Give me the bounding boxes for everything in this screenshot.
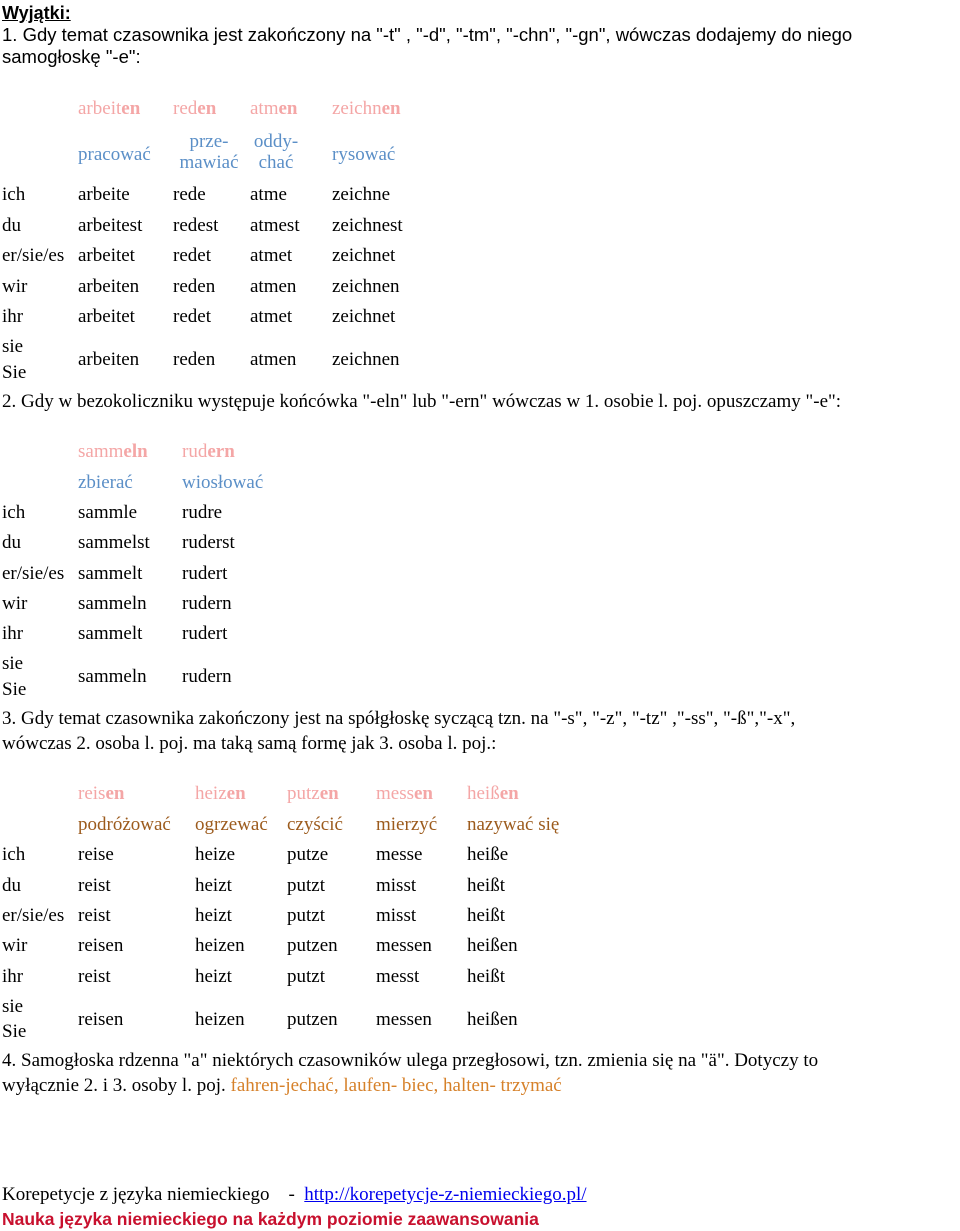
table2-verb: rudern xyxy=(182,441,235,462)
conjugated-form: putzt xyxy=(287,966,325,987)
conjugated-form: sammle xyxy=(78,502,138,523)
translation: nazywać się xyxy=(467,814,560,835)
conjugated-form: zeichnest xyxy=(332,215,403,236)
translation: pracować xyxy=(78,144,151,165)
pronoun: wir xyxy=(2,593,28,614)
conjugated-form: heizt xyxy=(195,875,232,896)
table3-verb: reisen xyxy=(78,783,125,804)
pronoun: ihr xyxy=(2,966,24,987)
translation: mierzyć xyxy=(376,814,438,835)
conjugated-form: heize xyxy=(195,844,236,865)
table2-verb: sammeln xyxy=(78,441,148,462)
conjugated-form: putzen xyxy=(287,1009,338,1030)
conjugated-form: heizen xyxy=(195,1009,245,1030)
pronoun: er/sie/es xyxy=(2,905,65,926)
conjugated-form: rudern xyxy=(182,593,232,614)
conjugated-form: zeichnen xyxy=(332,276,400,297)
conjugated-form: arbeite xyxy=(78,184,130,205)
conjugated-form: heizt xyxy=(195,905,232,926)
pronoun: sie xyxy=(2,653,24,674)
conjugated-form: heißt xyxy=(467,875,505,896)
pronoun: ich xyxy=(2,184,26,205)
table3-verb: putzen xyxy=(287,783,339,804)
rule2: 2. Gdy w bezokoliczniku występuje końcówka "-eln" lub "-ern" wówczas w 1. osobie l. poj. opuszczamy "-e": xyxy=(2,391,842,412)
conjugated-form: heißt xyxy=(467,966,505,987)
conjugated-form: reist xyxy=(78,966,111,987)
conjugated-form: rudert xyxy=(182,623,228,644)
conjugated-form: messe xyxy=(376,844,423,865)
conjugated-form: atmet xyxy=(250,245,293,266)
rule4-examples: fahren-jechać, laufen- biec, halten- trzymać xyxy=(230,1075,562,1096)
conjugated-form: reden xyxy=(173,349,216,370)
conjugated-form: putzt xyxy=(287,905,325,926)
conjugated-form: arbeitet xyxy=(78,245,135,266)
conjugated-form: heißen xyxy=(467,935,518,956)
footer-line: Korepetycje z języka niemieckiego - http://korepetycje-z-niemieckiego.pl/ xyxy=(2,1184,587,1205)
conjugated-form: sammelt xyxy=(78,563,143,584)
conjugated-form: zeichne xyxy=(332,184,391,205)
pronoun: er/sie/es xyxy=(2,245,65,266)
conjugated-form: redest xyxy=(173,215,219,236)
conjugated-form: rede xyxy=(173,184,206,205)
conjugated-form: messen xyxy=(376,935,432,956)
pronoun: er/sie/es xyxy=(2,563,65,584)
pronoun: du xyxy=(2,875,21,896)
footer-tagline: Nauka języka niemieckiego na każdym poziomie zaawansowania xyxy=(2,1209,539,1229)
conjugated-form: redet xyxy=(173,306,211,327)
translation: ogrzewać xyxy=(195,814,268,835)
pronoun: ich xyxy=(2,502,26,523)
translation: zbierać xyxy=(78,472,133,493)
conjugated-form: misst xyxy=(376,875,417,896)
rule4-line1: 4. Samogłoska rdzenna "a" niektórych czasowników ulega przegłosowi, tzn. zmienia się na "ä". Dotyczy to xyxy=(2,1050,819,1071)
conjugated-form: reist xyxy=(78,905,111,926)
conjugated-form: messt xyxy=(376,966,420,987)
pronoun: ich xyxy=(2,844,26,865)
pronoun: du xyxy=(2,215,21,236)
pronoun: Sie xyxy=(2,362,27,383)
translation: podróżować xyxy=(78,814,171,835)
pronoun: sie xyxy=(2,336,24,357)
heading: Wyjątki: xyxy=(2,3,71,23)
rule3-line1: 3. Gdy temat czasownika zakończony jest na spółgłoskę syczącą tzn. na "-s", "-z", "-tz" ,"-ss", "-ß","-x", xyxy=(2,708,796,729)
pronoun: wir xyxy=(2,935,28,956)
table1-verb: reden xyxy=(173,98,217,119)
conjugated-form: reden xyxy=(173,276,216,297)
translation: wiosłować xyxy=(182,472,264,493)
pronoun: du xyxy=(2,532,21,553)
conjugated-form: rudre xyxy=(182,502,223,523)
table1-verb: zeichnen xyxy=(332,98,401,119)
conjugated-form: heizen xyxy=(195,935,245,956)
conjugated-form: zeichnet xyxy=(332,245,396,266)
translation: prze- mawiać xyxy=(179,131,239,173)
table1-verb: arbeiten xyxy=(78,98,141,119)
pronoun: wir xyxy=(2,276,28,297)
conjugated-form: reisen xyxy=(78,935,124,956)
conjugated-form: sammelt xyxy=(78,623,143,644)
conjugated-form: arbeiten xyxy=(78,349,140,370)
conjugated-form: redet xyxy=(173,245,211,266)
translation: czyścić xyxy=(287,814,343,835)
conjugated-form: heizt xyxy=(195,966,232,987)
conjugated-form: arbeitet xyxy=(78,306,135,327)
conjugated-form: atmen xyxy=(250,349,297,370)
conjugated-form: arbeiten xyxy=(78,276,140,297)
conjugated-form: atmen xyxy=(250,276,297,297)
conjugated-form: atme xyxy=(250,184,287,205)
conjugated-form: heißt xyxy=(467,905,505,926)
table3-verb: messen xyxy=(376,783,433,804)
conjugated-form: reist xyxy=(78,875,111,896)
translation: rysować xyxy=(332,144,396,165)
rule3-line2: wówczas 2. osoba l. poj. ma taką samą formę jak 3. osoba l. poj.: xyxy=(2,733,497,754)
footer-label: Korepetycje z języka niemieckiego xyxy=(2,1184,270,1205)
conjugated-form: rudern xyxy=(182,666,232,687)
conjugated-form: misst xyxy=(376,905,417,926)
pronoun: ihr xyxy=(2,306,24,327)
conjugated-form: arbeitest xyxy=(78,215,143,236)
conjugated-form: putze xyxy=(287,844,329,865)
conjugated-form: putzt xyxy=(287,875,325,896)
conjugated-form: ruderst xyxy=(182,532,235,553)
footer-link[interactable]: http://korepetycje-z-niemieckiego.pl/ xyxy=(304,1184,587,1205)
conjugated-form: sammelst xyxy=(78,532,150,553)
table1-verb: atmen xyxy=(250,98,298,119)
conjugated-form: reise xyxy=(78,844,114,865)
conjugated-form: heiße xyxy=(467,844,509,865)
conjugated-form: sammeln xyxy=(78,666,147,687)
pronoun: ihr xyxy=(2,623,24,644)
rule1-line2: samogłoskę "-e": xyxy=(2,46,141,67)
conjugated-form: putzen xyxy=(287,935,338,956)
conjugated-form: atmet xyxy=(250,306,293,327)
conjugated-form: atmest xyxy=(250,215,300,236)
pronoun: sie xyxy=(2,996,24,1017)
table3-verb: heizen xyxy=(195,783,246,804)
rule4-line2: wyłącznie 2. i 3. osoby l. poj. fahren-jechać, laufen- biec, halten- trzymać xyxy=(2,1075,562,1096)
pronoun: Sie xyxy=(2,1021,27,1042)
pronoun: Sie xyxy=(2,679,27,700)
conjugated-form: reisen xyxy=(78,1009,124,1030)
conjugated-form: zeichnet xyxy=(332,306,396,327)
table3-verb: heißen xyxy=(467,783,519,804)
rule1-line1: 1. Gdy temat czasownika jest zakończony na "-t" , "-d", "-tm", "-chn", "-gn", wówczas dodajemy do niego xyxy=(2,24,853,45)
conjugated-form: heißen xyxy=(467,1009,518,1030)
conjugated-form: messen xyxy=(376,1009,432,1030)
translation: oddy- chać xyxy=(253,131,299,173)
conjugated-form: rudert xyxy=(182,563,228,584)
conjugated-form: sammeln xyxy=(78,593,147,614)
conjugated-form: zeichnen xyxy=(332,349,400,370)
